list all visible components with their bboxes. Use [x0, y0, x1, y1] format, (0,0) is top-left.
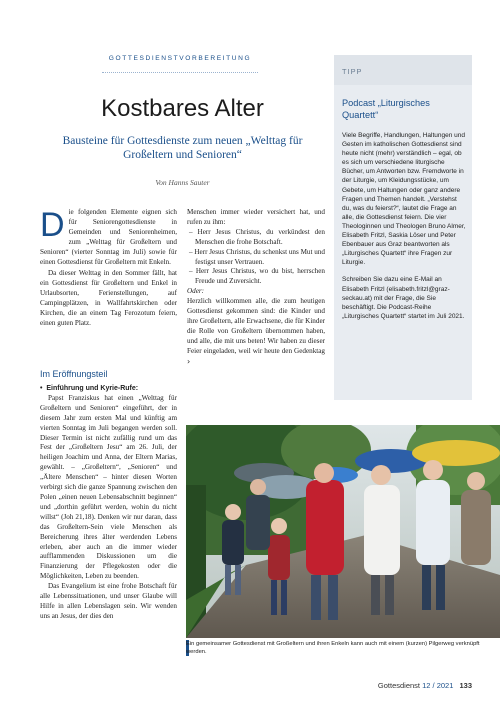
kyrie-line: – Herr Jesus Christus, du schenkst uns Mut und festigst unser Vertrauen. [189, 247, 325, 266]
paragraph: Papst Franziskus hat einen „Welttag für Großeltern und Senioren“ eingeführt, der in diesem Jahr zum ersten Mal und künftig am vierten Sonntag im Juli begangen werden soll. Dieser Termin ist nicht zufällig rund um das Fest der „Großeltern Jesu“ am 26. Juli, der heiligen Joachim und Anna, der Eltern Marias, gewählt. – „Großeltern“, „Senioren“ und „Ältere Menschen“ – hinter diesen Worten verbirgt sich die ganze Spannung zwischen den Polen „einen neuen Lebensabschnitt beginnen“ und „dorthin geführt werden, wohin du nicht willst“ (Joh 21,18). Denken wir nur daran, dass das Großeltern-Sein viele Menschen als Bereicherung ihres älter werdenden Lebens erleben, aber auch an die immer wieder aufflammenden Diskussionen um die Finanzierung der Pflegekosten oder die Möglichkeiten, Leben zu beenden. [40, 393, 177, 581]
article-title: Kostbares Alter [101, 95, 264, 122]
continue-arrow-icon: › [187, 356, 191, 366]
article-subtitle: Bausteine für Gottesdienste zum neuen „Welttag für Großeltern und Senioren“ [62, 135, 303, 161]
kyrie-line: – Herr Jesus Christus, du verkündest den Menschen die frohe Botschaft. [189, 227, 325, 246]
byline: Von Hanns Sauter [155, 178, 210, 187]
paragraph: Da dieser Welttag in den Sommer fällt, hat ein Gottesdienst für Großeltern und Enkel in Urlaubsorten, Ferienstellungen, auf Campingplätzen, in Wallfahrtskirchen oder Kirchen, die an einem Tag Ferozotum feiern, einen guten Platz. [40, 269, 177, 327]
bullet-marker: • [40, 385, 47, 392]
photo-illustration [186, 425, 500, 638]
drop-cap: D [40, 206, 65, 244]
issue-number: 12 / 2021 [422, 681, 454, 690]
page-number: 133 [459, 681, 472, 690]
kicker-divider [102, 72, 258, 73]
pilgrimage-photo [186, 425, 500, 638]
tip-body [342, 131, 467, 329]
paragraph [187, 297, 325, 367]
paragraph: Das Evangelium ist eine frohe Botschaft für alle Lebenssituationen, und unser Glaube will Hilfe in allen Lebenslagen sein. Wir wenden uns an Jesus, der dies den [40, 582, 177, 620]
column-1-intro [40, 208, 177, 329]
section-kicker: GOTTESDIENSTVORBEREITUNG [108, 55, 252, 62]
tip-paragraph: Schreiben Sie dazu eine E-Mail an Elisabeth Fritzl (elisabeth.fritzl@graz-seckau.at) mit der Frage, die Sie beschäftigt. Die Podcast-Reihe „Liturgisches Quartett“ startet im Juli 2021. [342, 276, 465, 320]
intro-paragraph: ie folgenden Elemente eignen sich für Seniorengottesdienste in Gemeinden und Seniorenheimen, zum „Welttag für Großeltern und Senioren“ (vierter Sonntag im Juli) sowie für einen Gottesdienst für Großeltern mit Enkeln. [40, 208, 177, 266]
column-1-body [40, 384, 177, 622]
oder-label: Oder: [187, 287, 205, 296]
page-footer [350, 681, 472, 690]
caption-text: Ein gemeinsamer Gottesdienst mit Großeltern und ihren Enkeln kann auch mit einem (kurzen) Pilgerweg verknüpft werden. [186, 641, 480, 655]
photo-caption [186, 640, 496, 656]
welcome-text: Herzlich willkommen alle, die zum heutigen Gottesdienst gekommen sind: die Kinder und ihre Großeltern, alle Erwachsene, die für Kinder die Rolle von Großeltern übernommen haben, und alle, die mit uns beten! Wir haben zu dieser Feier eingeladen, weil wir heute den Gedenktag [187, 297, 325, 355]
kyrie-line: – Herr Jesus Christus, wo du bist, herrschen Freude und Zuversicht. [189, 267, 325, 286]
tip-title: Podcast „Liturgisches Quartett“ [342, 98, 430, 120]
column-2 [187, 208, 325, 368]
section-heading: Im Eröffnungsteil [40, 369, 108, 379]
magazine-name: Gottesdienst [377, 681, 421, 690]
tip-paragraph: Viele Begriffe, Handlungen, Haltungen und Gesten im katholischen Gottesdienst sind heute nicht (mehr) verständlich – egal, ob es sich um verschiedene liturgische Bücher, um Antworten bzw. Fremdworte in der Liturgie, um Kleidungsstücke, um Gebete, um Haltungen oder ganz andere Fragen und Themen handelt. „Verstehst du, was du feierst?“, lautet die Frage an alle, die Gottesdienst feiern. Die vier Theologinnen und Theologen Bruno Almer, Elisabeth Fritzl, Saskia Löser und Peter Ebenbauer aus Graz beantworten als „Liturgisches Quartett“ ihre Fragen zur Liturgie. [342, 132, 466, 267]
bullet-heading: Einführung und Kyrie-Rufe: [46, 385, 139, 392]
tip-label: TIPP [342, 67, 363, 76]
paragraph: Menschen immer wieder versichert hat, und rufen zu ihm: [187, 208, 325, 226]
